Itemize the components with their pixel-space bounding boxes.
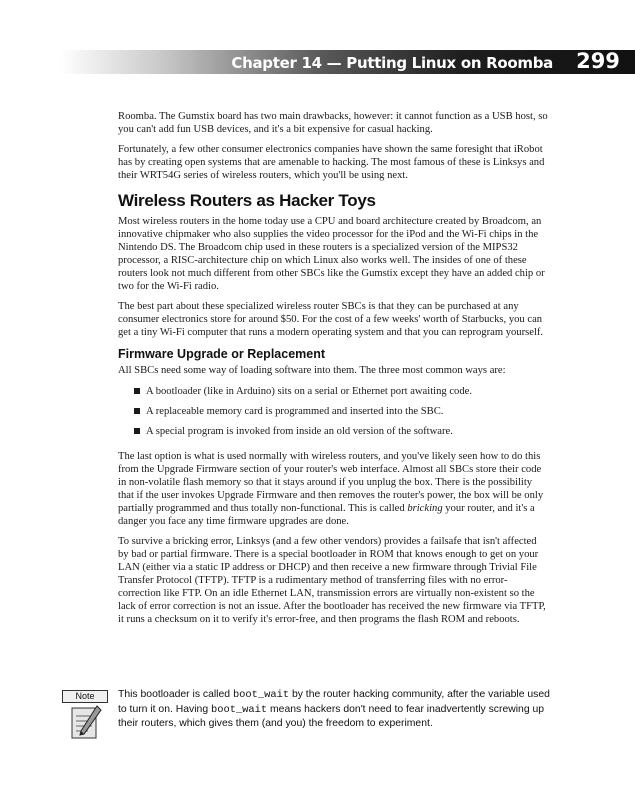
paragraph-text: The last option is what is used normally with wireless routers, and you've likely seen how to do this from the Upgrade Firmware section of your router's web interface. Almost all SBCs store their code in non-volatile flash memory so that it stays around if you unplug the box. There is the possibility that if the user invokes Upgrade Firmware and then removes the router's power, the box will be only partially programmed and thus totally non-functional. This is called (118, 451, 544, 514)
note-text (118, 688, 553, 731)
note-text-part: This bootloader is called (118, 689, 233, 700)
note-callout (62, 690, 108, 742)
bullet-list (118, 385, 548, 438)
list-item-text: A bootloader (like in Arduino) sits on a serial or Ethernet port awaiting code. (146, 386, 472, 397)
list-item (118, 425, 548, 438)
list-item-text: A replaceable memory card is programmed and inserted into the SBC. (146, 406, 444, 417)
paragraph: The best part about these specialized wireless router SBCs is that they can be purchased at any consumer electronics store for around $50. For the cost of a few weeks' worth of Starbucks, you can get a tiny Wi-Fi computer that runs a modern operating system and that you can reprogram yourself. (118, 301, 544, 338)
list-item (118, 405, 548, 418)
note-text-part: means hackers don't need to fear inadvertently screwing up their routers, which gives them (and you) the freedom to experiment. (118, 703, 545, 729)
paragraph (118, 450, 548, 528)
list-item-text: A special program is invoked from inside an old version of the software. (146, 426, 453, 437)
inline-code: boot_wait (211, 703, 268, 716)
section-heading: Wireless Routers as Hacker Toys (118, 191, 376, 210)
inline-code: boot_wait (232, 689, 290, 701)
paragraph: To survive a bricking error, Linksys (and a few other vendors) provides a failsafe that isn't affected by bad or partial firmware. There is a special bootloader in ROM that knows enough to get on your LAN (either via a static IP address or DHCP) and then receive a new firmware through Trivial File Transfer Protocol (TFTP). TFTP is a rudimentary method of transferring files with no error-correction like FTP. On an idle Ethernet LAN, transmission errors are virtually non-existent so the lack of error correction is not an issue. After the bootloader has received the new firmware via TFTP, it runs a checksum on it to verify it's error-free, and then programs the flash ROM and reboots. (118, 536, 546, 625)
note-text-part: by the router hacking community, after the variable used to turn it on. Having (118, 689, 550, 715)
paragraph: All SBCs need some way of loading software into them. The three most common ways are: (118, 365, 506, 376)
chapter-title: Chapter 14 — Putting Linux on Roomba (231, 54, 553, 72)
bullet-square-icon (134, 428, 140, 434)
note-label: Note (62, 690, 108, 703)
paragraph: Fortunately, a few other consumer electronics companies have shown the same foresight that iRobot has by creating open systems that are amenable to hacking. The most famous of these is Linksys and their WRT54G series of wireless routers, which you'll be using next. (118, 144, 545, 181)
page-body (118, 110, 548, 633)
paragraph: Roomba. The Gumstix board has two main drawbacks, however: it cannot function as a USB host, so you can't add fun USB devices, and it's a bit expensive for casual hacking. (118, 111, 548, 135)
subsection-heading: Firmware Upgrade or Replacement (118, 347, 326, 361)
emphasis-term: bricking (407, 503, 443, 514)
paragraph: Most wireless routers in the home today use a CPU and board architecture created by Broadcom, an innovative chipmaker who also supplies the video processor for the iPod and the Wi-Fi chips in the Nintendo DS. The Broadcom chip used in these routers is a specialized version of the MIPS32 processor, a RISC-architecture chip on which Linux also works well. The insides of one of these routers look not much different from other SBCs like the Gumstix except they have an added chip or two for the Wi-Fi radio. (118, 216, 545, 292)
notepad-pencil-icon (70, 704, 102, 740)
page-number: 299 (576, 49, 620, 73)
bullet-square-icon (134, 388, 140, 394)
bullet-square-icon (134, 408, 140, 414)
paragraph-text: your router, and it's a danger you face any time firmware upgrades are done. (118, 503, 535, 527)
list-item (118, 385, 548, 398)
